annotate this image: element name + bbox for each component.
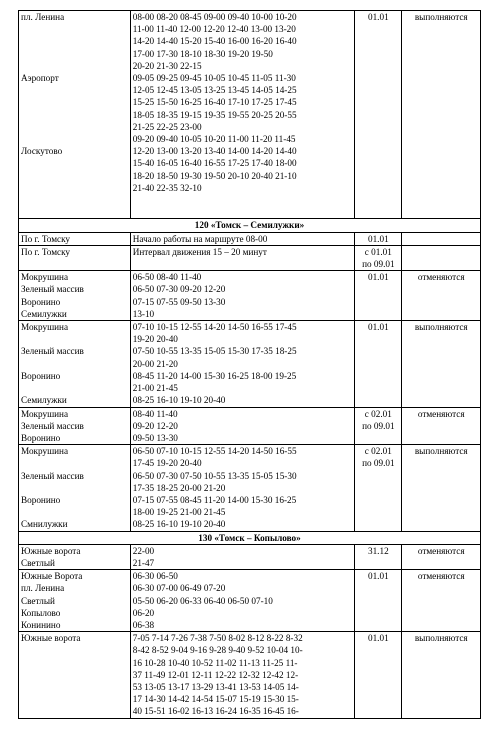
date-cell [355,544,402,569]
stops-cell [19,245,131,270]
status-cell [402,245,481,270]
departure-times: 21-00 21-45 [132,383,178,394]
departure-times: 20-20 21-30 22-15 [132,60,202,71]
date-cell [355,570,402,632]
schedule-row [19,321,481,407]
stop-name: Зеленый массив [21,420,84,431]
date-text: с 01.01 [364,246,392,257]
date-text: 01.01 [367,633,389,644]
date-cell [355,632,402,718]
stop-name [21,482,128,494]
date-text: по 09.01 [362,458,395,469]
stop-name [21,382,128,394]
stop-name: пл. Ленина [21,583,65,594]
stop-name [21,457,128,469]
departure-times: 06-20 [132,607,155,618]
date-cell [355,445,402,531]
schedule-row [19,570,481,632]
schedule-row [19,632,481,718]
departure-times: 16 10-28 10-40 10-52 11-02 11-13 11-25 11- [132,657,298,668]
stops-cell [19,570,131,632]
departure-times: 09-20 09-40 10-05 10-20 11-00 11-20 11-45 [132,134,296,145]
stop-name [21,60,128,72]
stop-name: Копылово [21,607,61,618]
departure-times: 09-20 12-20 [132,420,178,431]
date-text: с 02.01 [364,408,392,419]
schedule-row [19,407,481,445]
stop-name [21,194,128,206]
stop-name: Светлый [21,595,55,606]
departure-times: 07-15 07-55 08-45 11-20 14-00 15-30 16-25 [132,494,297,505]
times-cell [130,232,354,245]
date-cell [355,232,402,245]
stop-name [21,96,128,108]
stops-cell [19,407,131,445]
departure-times: 06-30 07-00 06-49 07-20 [132,583,226,594]
date-text: 01.01 [367,12,389,22]
departure-times: 7-05 7-14 7-26 7-38 7-50 8-02 8-12 8-22 8-32 [132,633,303,644]
departure-times: 18-05 18-35 19-15 19-35 19-55 20-25 20-55 [132,109,297,120]
stops-cell [19,544,131,569]
date-cell [355,245,402,270]
departure-times: 08-25 16-10 19-10 20-40 [132,395,226,406]
departure-times: Начало работы на маршруте 08-00 [132,233,268,244]
date-cell [355,271,402,321]
departure-times: 53 13-05 13-17 13-29 13-41 13-53 14-05 14- [132,681,299,692]
times-cell [130,245,354,270]
status-cell: выполняются [402,632,481,718]
status-cell [402,232,481,245]
departure-times: 12-05 12-45 13-05 13-25 13-45 14-05 14-25 [132,85,297,96]
stop-name: Зеленый массив [21,284,84,295]
departure-times: 18-20 18-50 19-30 19-50 20-10 20-40 21-10 [132,170,297,181]
status-cell: отменяются [402,271,481,321]
stops-cell [19,232,131,245]
date-text: 01.01 [367,322,389,333]
status-cell: выполняются [402,11,481,219]
date-text: с 02.01 [364,446,392,457]
route-header: 130 «Томск – Копылово» [19,531,481,544]
departure-times: 17-35 18-25 20-00 21-20 [132,482,226,493]
stop-name: Конинино [21,619,61,630]
stop-name [21,35,128,47]
departure-times: 07-10 10-15 12-55 14-20 14-50 16-55 17-45 [132,322,297,333]
date-cell [355,321,402,407]
departure-times: 08-25 16-10 19-10 20-40 [132,519,226,530]
date-text: по 09.01 [362,259,395,270]
times-cell [130,11,354,219]
stop-name: Воронино [21,296,61,307]
stops-cell [19,445,131,531]
stop-name [21,506,128,518]
stop-name [21,157,128,169]
route-header-row [19,219,481,232]
departure-times: 06-30 06-50 [132,571,178,582]
departure-times: 09-50 13-30 [132,432,178,443]
times-cell [130,407,354,445]
stop-name: Семилужки [21,395,67,406]
times-cell [130,632,354,718]
departure-times: 15-25 15-50 16-25 16-40 17-10 17-25 17-45 [132,97,297,108]
departure-times: 19-20 20-40 [132,334,178,345]
times-cell [130,544,354,569]
stops-cell [19,271,131,321]
stop-name: Воронино [21,494,61,505]
departure-times: 08-45 11-20 14-00 15-30 16-25 18-00 19-25 [132,370,297,381]
stop-name: По г. Томску [21,233,71,244]
departure-times: 12-20 13-00 13-20 13-40 14-00 14-20 14-40 [132,146,297,157]
status-cell: выполняются [402,445,481,531]
stop-name: Южные ворота [21,633,81,644]
stop-name: Аэропорт [21,73,59,84]
departure-times: 22-00 [132,545,155,556]
stop-name: Лоскутово [21,146,63,157]
date-text: по 09.01 [362,420,395,431]
stop-name [21,133,128,145]
status-cell: отменяются [402,407,481,445]
route-header-row [19,531,481,544]
departure-times: 17-45 19-20 20-40 [132,458,202,469]
date-cell [355,407,402,445]
departure-times: 11-00 11-40 12-00 12-20 12-40 13-00 13-20 [132,24,296,35]
stop-name: Воронино [21,432,61,443]
departure-times: 15-40 16-05 16-40 16-55 17-25 17-40 18-00 [132,158,297,169]
departure-times: 06-50 08-40 11-40 [132,272,202,283]
departure-times: 07-50 10-55 13-35 15-05 15-30 17-35 18-25 [132,346,297,357]
departure-times: 06-50 07-10 10-15 12-55 14-20 14-50 16-55 [132,446,297,457]
stop-name [21,23,128,35]
times-cell [130,570,354,632]
departure-times: 06-50 07-30 07-50 10-55 13-35 15-05 15-30 [132,470,297,481]
departure-times: 08-00 08-20 08-45 09-00 09-40 10-00 10-20 [132,12,297,22]
stop-name: пл. Ленина [21,12,65,22]
stop-name: По г. Томску [21,246,71,257]
date-text: 01.01 [367,272,389,283]
stop-name [21,109,128,121]
departure-times: 09-05 09-25 09-45 10-05 10-45 11-05 11-30 [132,73,296,84]
schedule-row [19,445,481,531]
stop-name: Смнилужки [21,519,68,530]
departure-times: Интервал движения 15 – 20 минут [132,246,267,257]
departure-times: 21-25 22-25 23-00 [132,121,202,132]
departure-times: 07-15 07-55 09-50 13-30 [132,296,226,307]
stop-name [21,206,128,218]
status-cell: отменяются [402,544,481,569]
stop-name: Мокрушина [21,272,69,283]
stop-name: Зеленый массив [21,470,84,481]
stop-name [21,333,128,345]
date-text: 31.12 [367,545,389,556]
departure-times: 37 11-49 12-01 12-11 12-22 12-32 12-42 12- [132,669,299,680]
stops-cell [19,321,131,407]
times-cell [130,271,354,321]
stop-name [21,84,128,96]
date-text: 01.01 [367,233,389,244]
stop-name: Светлый [21,557,55,568]
times-cell [130,445,354,531]
stop-name [21,170,128,182]
departure-times: 17-00 17-30 18-10 18-30 19-20 19-50 [132,48,273,59]
departure-times: 06-50 07-30 09-20 12-20 [132,284,226,295]
stops-cell [19,632,131,718]
departure-times: 08-40 11-40 [132,408,178,419]
departure-times: 8-42 8-52 9-04 9-16 9-28 9-40 9-52 10-04 10- [132,645,303,656]
departure-times: 06-38 [132,619,155,630]
stop-name: Южные Ворота [21,571,83,582]
departure-times: 21-40 22-35 32-10 [132,182,202,193]
departure-times: 05-50 06-20 06-33 06-40 06-50 07-10 [132,595,273,606]
stop-name [21,358,128,370]
departure-times: 18-00 19-25 21-00 21-45 [132,507,226,518]
stop-name: Мокрушина [21,446,69,457]
stops-cell [19,11,131,219]
date-cell [355,11,402,219]
stop-name [21,48,128,60]
schedule-row [19,271,481,321]
timetable-body [19,11,481,719]
stop-name: Семилужки [21,308,67,319]
status-cell: отменяются [402,570,481,632]
departure-times: 20-00 21-20 [132,358,178,369]
stop-name [21,121,128,133]
status-cell: выполняются [402,321,481,407]
departure-times: 21-47 [132,557,155,568]
departure-times: 13-10 [132,308,155,319]
schedule-row [19,245,481,270]
departure-times: 40 15-51 16-02 16-13 16-24 16-35 16-45 16- [132,706,299,717]
stop-name: Мокрушина [21,322,69,333]
stop-name: Южные ворота [21,545,81,556]
date-text: 01.01 [367,571,389,582]
schedule-row [19,11,481,219]
timetable [18,10,481,719]
schedule-row [19,232,481,245]
stop-name [21,182,128,194]
stop-name: Зеленый массив [21,346,84,357]
stop-name: Воронино [21,370,61,381]
departure-times: 17 14-30 14-42 14-54 15-07 15-19 15-30 15- [132,694,299,705]
route-header: 120 «Томск – Семилужки» [19,219,481,232]
stop-name: Мокрушина [21,408,69,419]
schedule-row [19,544,481,569]
departure-times: 14-20 14-40 15-20 15-40 16-00 16-20 16-40 [132,36,297,47]
times-cell [130,321,354,407]
